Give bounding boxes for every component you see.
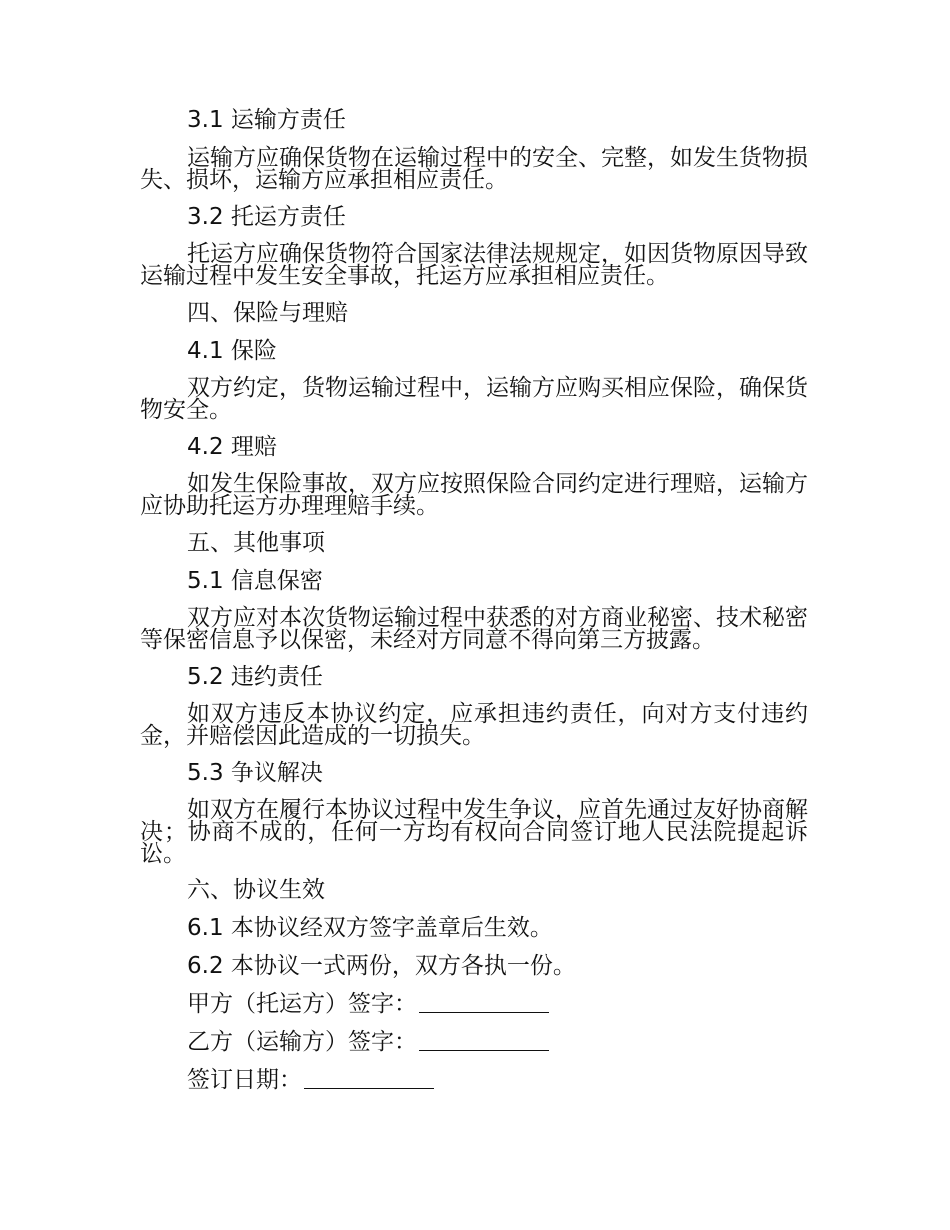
section-3-2-title: 3.2 托运方责任 <box>187 204 346 230</box>
section-5-3-body: 如双方在履行本协议过程中发生争议，应首先通过友好协商解决；协商不成的，任何一方均有权向合同签订地人民法院提起诉讼。 <box>140 797 808 867</box>
section-5-1-body: 双方应对本次货物运输过程中获悉的对方商业秘密、技术秘密等保密信息予以保密，未经对方同意不得向第三方披露。 <box>140 605 808 653</box>
party-a-signature-line <box>187 991 549 1017</box>
section-5-3-title: 5.3 争议解决 <box>187 760 323 786</box>
section-4-2-body: 如发生保险事故，双方应按照保险合同约定进行理赔，运输方应协助托运方办理理赔手续。 <box>140 471 808 519</box>
section-4-2-title: 4.2 理赔 <box>187 434 277 460</box>
party-b-signature-blank <box>419 1030 549 1051</box>
section-6-2: 6.2 本协议一式两份，双方各执一份。 <box>187 953 576 979</box>
section-6-title: 六、协议生效 <box>187 877 325 903</box>
section-5-title: 五、其他事项 <box>187 530 325 556</box>
signing-date-line <box>187 1067 434 1093</box>
section-5-2-title: 5.2 违约责任 <box>187 664 323 690</box>
section-5-2-body: 如双方违反本协议约定，应承担违约责任，向对方支付违约金，并赔偿因此造成的一切损失。 <box>140 701 808 749</box>
party-b-signature-label: 乙方（运输方）签字： <box>187 1029 417 1055</box>
section-4-1-title: 4.1 保险 <box>187 338 277 364</box>
party-a-signature-label: 甲方（托运方）签字： <box>187 991 417 1017</box>
party-a-signature-blank <box>419 992 549 1013</box>
section-5-1-title: 5.1 信息保密 <box>187 568 323 594</box>
section-3-2-body: 托运方应确保货物符合国家法律法规规定，如因货物原因导致运输过程中发生安全事故，托运方应承担相应责任。 <box>140 241 808 289</box>
section-4-1-body: 双方约定，货物运输过程中，运输方应购买相应保险，确保货物安全。 <box>140 375 808 423</box>
section-6-1: 6.1 本协议经双方签字盖章后生效。 <box>187 915 553 941</box>
party-b-signature-line <box>187 1029 549 1055</box>
section-4-title: 四、保险与理赔 <box>187 300 348 326</box>
section-3-1-title: 3.1 运输方责任 <box>187 107 346 133</box>
section-3-1-body: 运输方应确保货物在运输过程中的安全、完整，如发生货物损失、损坏，运输方应承担相应责任。 <box>140 145 808 193</box>
signing-date-label: 签订日期： <box>187 1067 302 1093</box>
signing-date-blank <box>304 1068 434 1089</box>
